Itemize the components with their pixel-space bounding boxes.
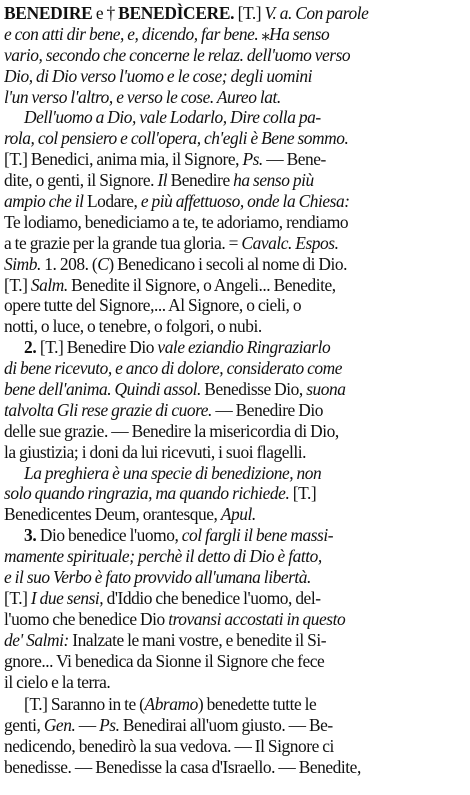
text-line (4, 421, 466, 442)
text-line (4, 651, 466, 672)
italic-text: de' Salmi: (4, 629, 69, 650)
body-text: [T.] (4, 274, 31, 295)
italic-text: Abramo (144, 694, 198, 715)
body-text: Dio benedice l'uomo, (36, 525, 182, 546)
italic-text: ampio che il (4, 191, 84, 212)
text-line (4, 295, 466, 316)
text-line (4, 757, 466, 778)
body-text: Benedite il Signore, o Angeli... Benedite, (67, 274, 336, 295)
body-text: [T.] (4, 587, 31, 608)
italic-text: ha senso più (233, 170, 314, 191)
body-text: [T.] Benedici, anima mia, il Signore, (4, 149, 243, 170)
text-line (4, 107, 466, 128)
body-text: — (75, 715, 100, 736)
italic-text: trovansi accostati in questo (168, 608, 346, 629)
italic-text: Dio, di Dio verso l'uomo e le cose; degli uomini (4, 65, 312, 86)
body-text: dite, o genti, il Signore. (4, 170, 158, 191)
italic-text: suona (306, 379, 346, 400)
italic-text: Gen. (43, 715, 76, 736)
body-text: [T.] Saranno in te ( (24, 694, 145, 715)
italic-text: e con atti dir bene, e, dicendo, far bene. ⁎Ha senso (4, 23, 330, 44)
italic-text: Dell'uomo a Dio, vale Lodarlo, Dire colla pa- (24, 107, 321, 128)
text-line (4, 567, 466, 588)
body-text: gnore... Vi benedica da Sionne il Signore che fece (4, 650, 325, 671)
body-text: ) Benedicano i secoli al nome di Dio. (108, 253, 348, 274)
italic-text: di bene ricevuto, e anco di dolore, considerato come (4, 358, 343, 379)
body-text: il cielo e la terra. (4, 671, 111, 692)
text-line (4, 170, 466, 191)
body-text: ) benedette tutte le (197, 694, 317, 715)
text-line (4, 463, 466, 484)
body-text: Benedisse Dio, (200, 379, 307, 400)
body-text: d'Iddio che benedice l'uomo, del- (103, 587, 321, 608)
italic-text: bene dell'anima. Quindi assol. (4, 379, 201, 400)
text-line (4, 337, 466, 358)
text-line (4, 3, 466, 24)
italic-text: V. a. Con parole (264, 3, 369, 23)
body-text: Te lodiamo, benediciamo a te, te adoriamo, rendiamo (4, 211, 349, 232)
body-text: nedicendo, benedirò la sua vedova. — Il Signore ci (4, 736, 334, 757)
text-line (4, 630, 466, 651)
text-line (4, 128, 466, 149)
body-text: — Benedire Dio (211, 399, 323, 420)
text-line (4, 694, 466, 715)
text-line (4, 525, 466, 546)
body-text: Inalzate le mani vostre, e benedite il Si- (68, 629, 327, 650)
body-text: l'uomo che benedice Dio (4, 608, 169, 629)
italic-text: Il (157, 170, 168, 191)
italic-text: e più affettuoso, onde la Chiesa: (140, 191, 350, 212)
text-line (4, 45, 466, 66)
text-line (4, 483, 466, 504)
body-text: Lodare, (83, 191, 141, 212)
italic-text: mamente spirituale; perchè il detto di Dio è fatto, (4, 546, 322, 567)
italic-text: vale eziandio Ringraziarlo (157, 337, 331, 358)
italic-text: Cavalc. Espos. (241, 232, 339, 253)
text-line (4, 400, 466, 421)
italic-text: e il suo Verbo è fato provvido all'umana libertà. (4, 567, 311, 588)
body-text: opere tutte del Signore,... Al Signore, o cieli, o (4, 295, 302, 316)
body-text: Benedire (167, 170, 234, 191)
italic-text: I due sensi, (30, 587, 104, 608)
body-text: Benedicentes Deum, orantesque, (4, 504, 221, 525)
italic-text: solo quando ringrazia, ma quando richiede. (4, 483, 290, 504)
text-line (4, 609, 466, 630)
text-line (4, 254, 466, 275)
headword-text: BENEDIRE (4, 3, 93, 23)
italic-text: Ps. (242, 149, 263, 170)
italic-text: Ps. (99, 715, 120, 736)
italic-text: Salm. (30, 274, 68, 295)
body-text: genti, (4, 715, 44, 736)
text-line (4, 24, 466, 45)
italic-text: Simb. (4, 253, 41, 274)
italic-text: Apul. (220, 504, 256, 525)
text-line (4, 66, 466, 87)
text-line (4, 233, 466, 254)
text-line (4, 442, 466, 463)
text-line (4, 736, 466, 757)
body-text: la giustizia; i doni da lui ricevuti, i suoi flagelli. (4, 441, 307, 462)
italic-text: C (97, 253, 109, 274)
body-text: — Bene- (262, 149, 326, 170)
italic-text: l'un verso l'altro, e verso le cose. Aureo lat. (4, 86, 281, 107)
text-line (4, 672, 466, 693)
text-line (4, 715, 466, 736)
body-text: a te grazie per la grande tua gloria. = (4, 232, 242, 253)
body-text: 1. 208. ( (40, 253, 98, 274)
text-line (4, 212, 466, 233)
italic-text: rola, col pensiero e coll'opera, ch'egli è Bene sommo. (4, 128, 349, 149)
text-line (4, 87, 466, 108)
body-text: notti, o luce, o tenebre, o folgori, o nubi. (4, 316, 262, 337)
italic-text: La preghiera è una specie di benedizione, non (24, 462, 322, 483)
body-text: Benedirai all'uom giusto. — Be- (119, 715, 333, 736)
text-line (4, 275, 466, 296)
italic-text: col fargli il bene massi- (181, 525, 334, 546)
dictionary-page (4, 3, 466, 778)
headword-text: 3. (24, 525, 37, 546)
body-text: [T.] Benedire Dio (36, 337, 158, 358)
italic-text: vario, secondo che concerne le relaz. dell'uomo verso (4, 44, 351, 65)
text-line (4, 588, 466, 609)
body-text: [T.] (234, 3, 265, 23)
body-text: e † (92, 3, 119, 23)
body-text: benedisse. — Benedisse la casa d'Israello. — Benedite, (4, 757, 361, 778)
text-line (4, 358, 466, 379)
body-text: [T.] (289, 483, 317, 504)
text-line (4, 379, 466, 400)
text-line (4, 504, 466, 525)
text-line (4, 149, 466, 170)
text-line (4, 191, 466, 212)
headword-text: BENEDÌCERE. (118, 3, 235, 23)
text-line (4, 546, 466, 567)
headword-text: 2. (24, 337, 37, 358)
text-line (4, 316, 466, 337)
body-text: delle sue grazie. — Benedire la misericordia di Dio, (4, 420, 339, 441)
italic-text: talvolta Gli rese grazie di cuore. (4, 399, 212, 420)
